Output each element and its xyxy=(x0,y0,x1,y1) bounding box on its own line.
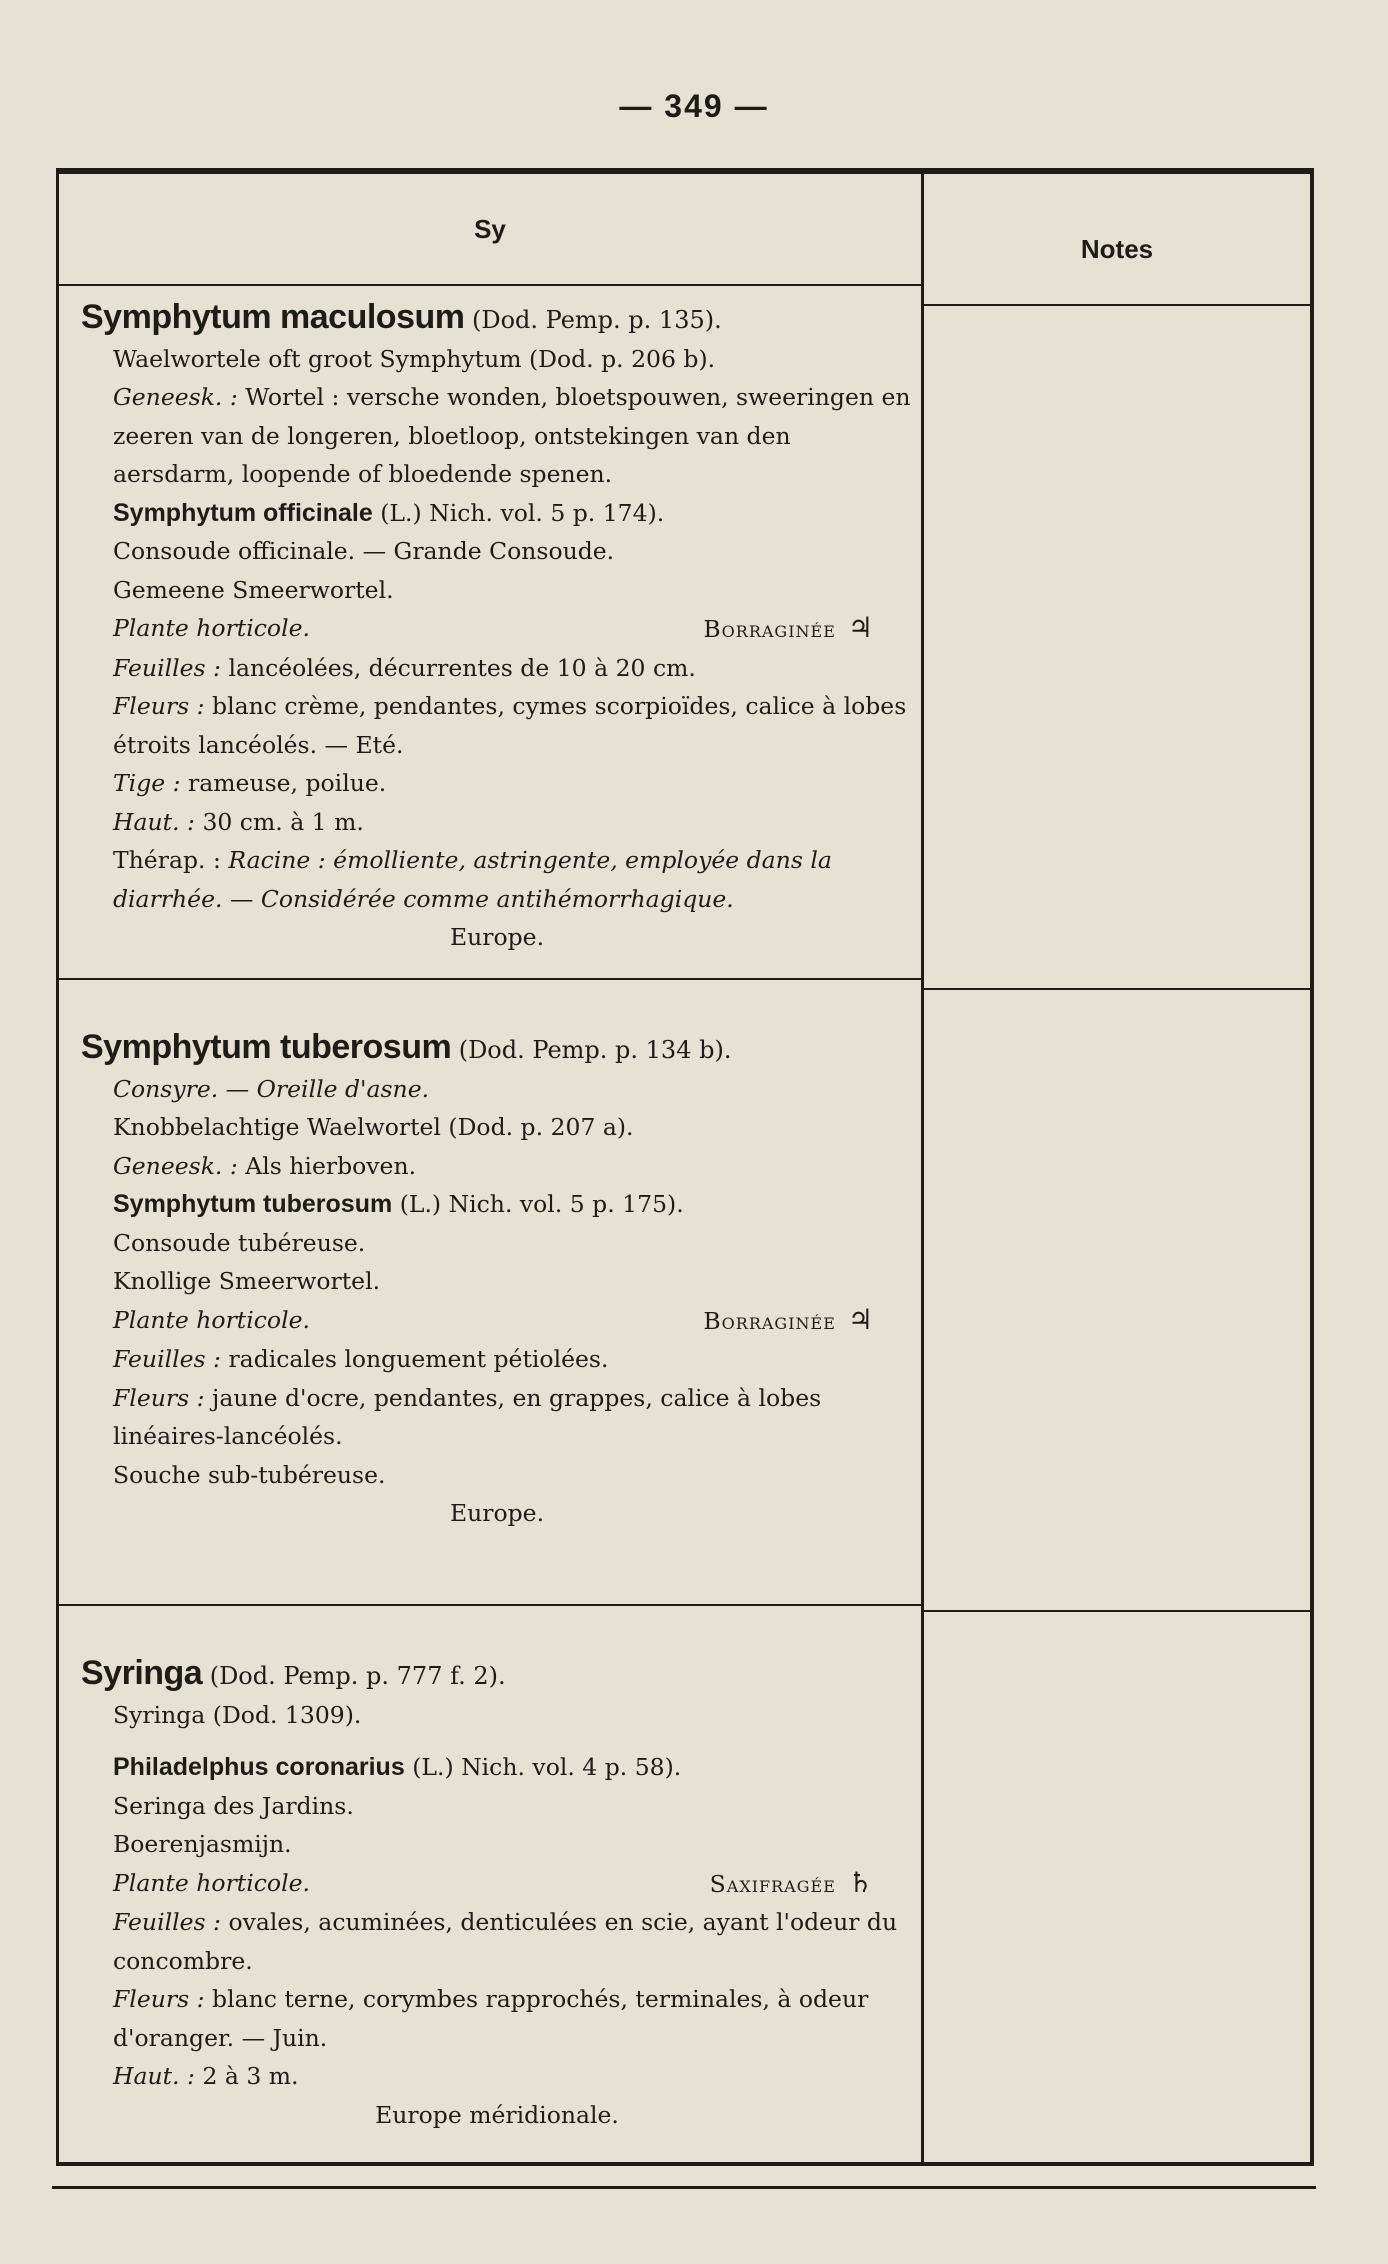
notes-separator xyxy=(924,1610,1310,1612)
dutch-name: Gemeene Smeerwortel. xyxy=(113,575,394,604)
therap-text: Racine : émolliente, astringente, employée dans la diarrhée. — Considérée comme antihémorrhagique. xyxy=(113,846,832,913)
haut-label: Haut. : xyxy=(113,807,195,836)
french-name: Seringa des Jardins. xyxy=(113,1791,354,1820)
dutch-name: Boerenjasmijn. xyxy=(113,1830,292,1858)
therap-label: Thérap. : xyxy=(113,846,221,874)
family-name: Borraginée xyxy=(703,615,836,643)
species-name: Symphytum officinale xyxy=(113,498,373,527)
species-reference: (L.) Nich. vol. 5 p. 175). xyxy=(399,1190,684,1218)
shrub-symbol-icon: ♄ xyxy=(847,1865,873,1899)
feuilles-label: Feuilles : xyxy=(113,653,221,682)
feuilles-text: lancéolées, décurrentes de 10 à 20 cm. xyxy=(228,653,696,682)
fleurs-label: Fleurs : xyxy=(113,692,205,720)
fleurs-label: Fleurs : xyxy=(113,1985,205,2013)
feuilles-label: Feuilles : xyxy=(113,1908,221,1936)
main-column-header xyxy=(59,174,921,282)
notes-column-title: Notes xyxy=(1080,234,1154,264)
feuilles-label: Feuilles : xyxy=(113,1345,221,1373)
spacer xyxy=(81,1734,913,1748)
dutch-synonyms: Waelwortele oft groot Symphytum (Dod. p. 206 b). xyxy=(113,344,716,373)
genus-reference: (Dod. Pemp. p. 135). xyxy=(471,306,722,334)
header-rule-notes xyxy=(924,304,1310,306)
notes-separator xyxy=(924,988,1310,990)
genus-name: Symphytum maculosum xyxy=(81,298,465,336)
french-name: Consoude officinale. — Grande Consoude. xyxy=(113,537,615,565)
plant-type: Plante horticole. xyxy=(113,1305,310,1334)
entry-separator xyxy=(59,978,921,980)
tige-text: rameuse, poilue. xyxy=(188,769,387,797)
header-rule-main xyxy=(59,284,921,286)
geneesk-text: Als hierboven. xyxy=(245,1151,417,1180)
dutch-synonyms: Syringa (Dod. 1309). xyxy=(113,1700,362,1729)
french-name: Consoude tubéreuse. xyxy=(113,1228,366,1257)
entry-syringa xyxy=(81,1654,913,2134)
family-name: Borraginée xyxy=(703,1306,836,1335)
species-name: Philadelphus coronarius xyxy=(113,1753,405,1781)
main-column-title: Sy xyxy=(474,214,506,244)
geneesk-text: Wortel : versche wonden, bloetspouwen, sweeringen en zeeren van de longeren, bloetloop, ontstekingen van den aersdarm, loopende of bloedende spenen. xyxy=(113,383,911,488)
fleurs-label: Fleurs : xyxy=(113,1383,205,1412)
origin: Europe. xyxy=(449,1499,545,1527)
plant-type: Plante horticole. xyxy=(113,1868,310,1897)
haut-text: 2 à 3 m. xyxy=(202,2062,299,2090)
tige-label: Tige : xyxy=(113,769,181,797)
species-reference: (L.) Nich. vol. 4 p. 58). xyxy=(412,1753,682,1781)
geneesk-label: Geneesk. : xyxy=(113,383,238,411)
feuilles-text: ovales, acuminées, denticulées en scie, ayant l'odeur du concombre. xyxy=(113,1908,898,1975)
feuilles-text: radicales longuement pétiolées. xyxy=(228,1345,609,1373)
dutch-synonyms: Knobbelachtige Waelwortel (Dod. p. 207 a). xyxy=(113,1113,634,1141)
column-divider xyxy=(921,174,924,2162)
genus-name: Symphytum tuberosum xyxy=(81,1028,452,1066)
entry-separator xyxy=(59,1604,921,1606)
family-name: Saxifragée xyxy=(709,1869,836,1898)
perennial-symbol-icon: ♃ xyxy=(847,1302,873,1336)
genus-reference: (Dod. Pemp. p. 134 b). xyxy=(458,1036,732,1064)
haut-label: Haut. : xyxy=(113,2062,195,2090)
notes-column-header xyxy=(924,174,1310,302)
fleurs-text: jaune d'ocre, pendantes, en grappes, calice à lobes linéaires-lancéolés. xyxy=(113,1383,822,1450)
rootstock: Souche sub-tubéreuse. xyxy=(113,1460,386,1489)
entry-symphytum-tuberosum xyxy=(81,1028,913,1533)
genus-reference: (Dod. Pemp. p. 777 f. 2). xyxy=(209,1662,506,1690)
plant-type: Plante horticole. xyxy=(113,614,310,642)
table-frame xyxy=(56,168,1314,2166)
page-number: — 349 — xyxy=(619,88,769,124)
haut-text: 30 cm. à 1 m. xyxy=(202,807,364,836)
origin: Europe méridionale. xyxy=(375,2100,619,2129)
entry-symphytum-maculosum xyxy=(81,298,913,957)
bottom-rule xyxy=(52,2186,1316,2189)
genus-name: Syringa xyxy=(81,1654,203,1692)
origin: Europe. xyxy=(449,923,545,951)
dutch-name: Knollige Smeerwortel. xyxy=(113,1267,381,1295)
species-name: Symphytum tuberosum xyxy=(113,1190,393,1218)
old-names: Consyre. — Oreille d'asne. xyxy=(113,1074,430,1103)
species-reference: (L.) Nich. vol. 5 p. 174). xyxy=(380,498,665,527)
perennial-symbol-icon: ♃ xyxy=(847,611,873,644)
geneesk-label: Geneesk. : xyxy=(113,1151,238,1180)
fleurs-text: blanc terne, corymbes rapprochés, terminales, à odeur d'oranger. — Juin. xyxy=(113,1985,869,2052)
fleurs-text: blanc crème, pendantes, cymes scorpioïdes, calice à lobes étroits lancéolés. — Eté. xyxy=(113,692,907,759)
